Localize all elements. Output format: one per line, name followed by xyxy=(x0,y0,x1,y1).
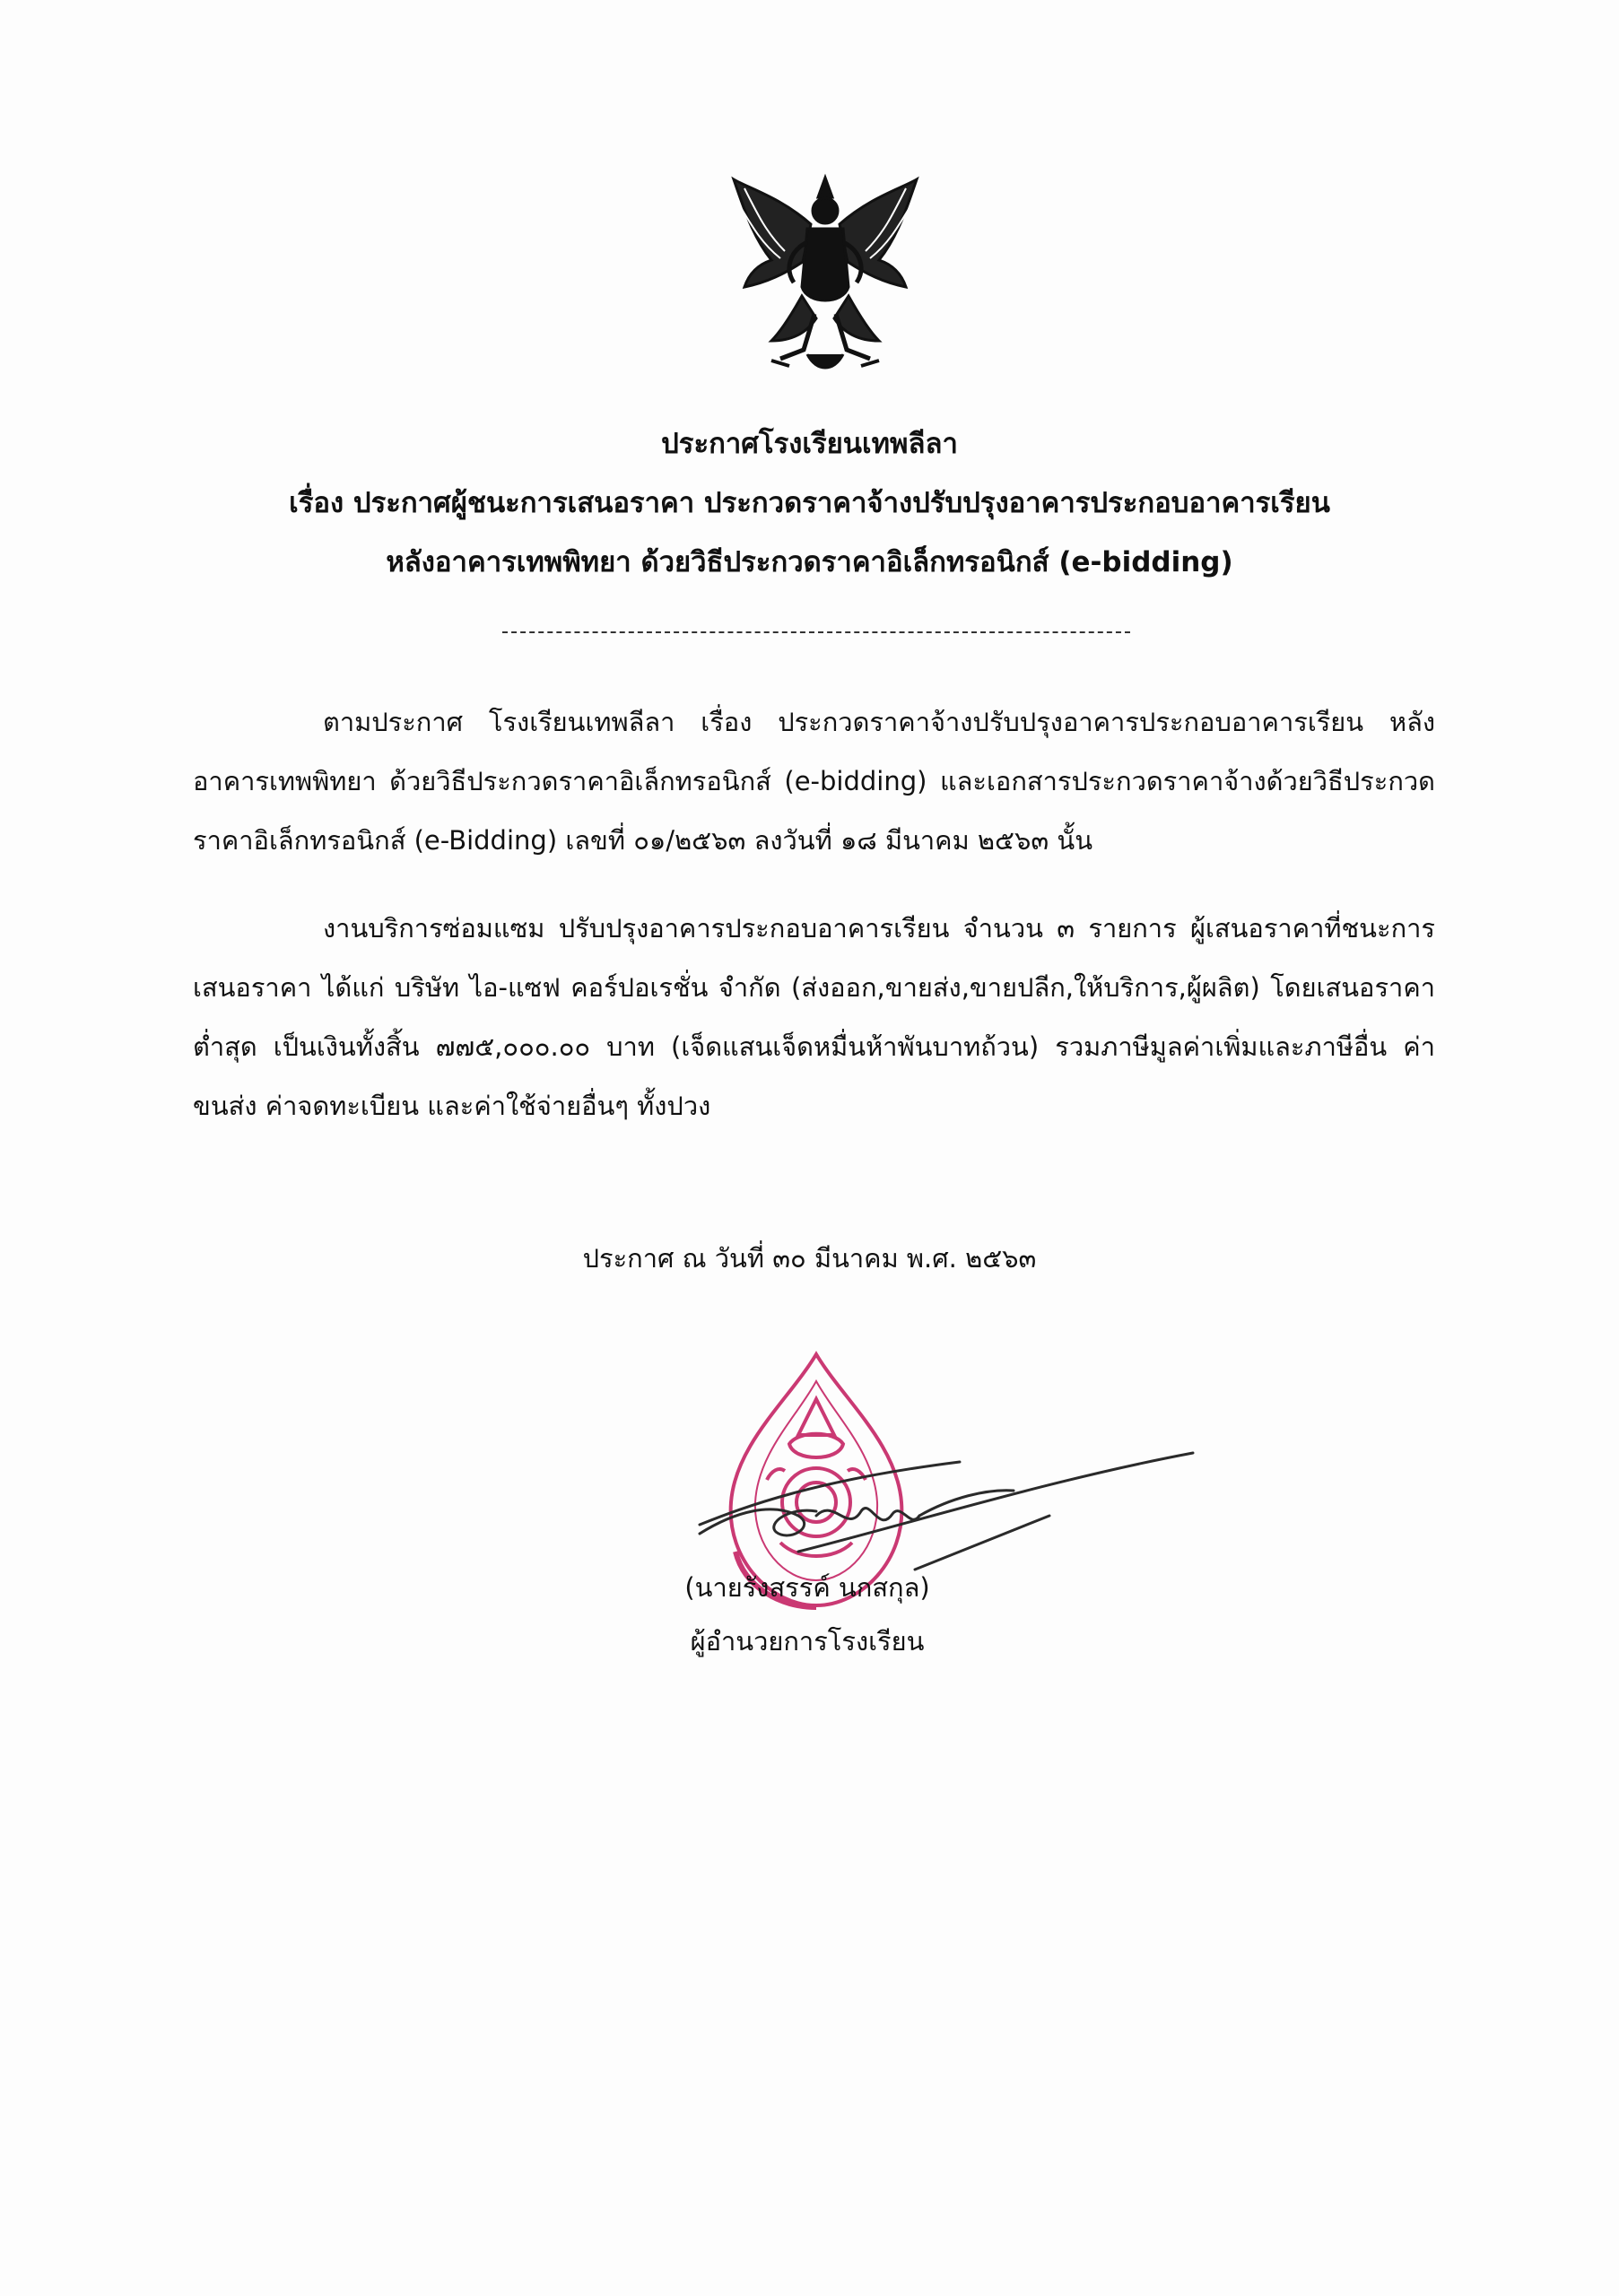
announcement-title: ประกาศโรงเรียนเทพลีลา xyxy=(661,428,958,460)
title-divider xyxy=(502,631,1130,633)
garuda-emblem-icon xyxy=(718,161,933,386)
announcement-date: ประกาศ ณ วันที่ ๓๐ มีนาคม พ.ศ. ๒๕๖๓ xyxy=(582,1243,1037,1274)
body-paragraph-1-text: ตามประกาศ โรงเรียนเทพลีลา เรื่อง ประกวดราคาจ้างปรับปรุงอาคารประกอบอาคารเรียน หลังอาคารเทพพิทยา ด้วยวิธีประกวดราคาอิเล็กทรอนิกส์ (e-bidding) และเอกสารประกวดราคาจ้างด้วยวิธีประกวดราคาอิเล็กทรอนิกส์ (e-Bidding) เลขที่ ๐๑/๒๕๖๓ ลงวันที่ ๑๘ มีนาคม ๒๕๖๓ นั้น xyxy=(193,707,1435,856)
announcement-subject-line-1: เรื่อง ประกาศผู้ชนะการเสนอราคา ประกวดราคาจ้างปรับปรุงอาคารประกอบอาคารเรียน xyxy=(289,487,1330,519)
signer-title: ผู้อำนวยการโรงเรียน xyxy=(690,1626,925,1657)
body-paragraph-2-text: งานบริการซ่อมแซม ปรับปรุงอาคารประกอบอาคารเรียน จำนวน ๓ รายการ ผู้เสนอราคาที่ชนะการเสนอราคา ได้แก่ บริษัท ไอ-แซฟ คอร์ปอเรชั่น จำกัด (ส่งออก,ขายส่ง,ขายปลีก,ให้บริการ,ผู้ผลิต) โดยเสนอราคาต่ำสุด เป็นเงินทั้งสิ้น ๗๗๕,๐๐๐.๐๐ บาท (เจ็ดแสนเจ็ดหมื่นห้าพันบาทถ้วน) รวมภาษีมูลค่าเพิ่มและภาษีอื่น ค่าขนส่ง ค่าจดทะเบียน และค่าใช้จ่ายอื่นๆ ทั้งปวง xyxy=(193,913,1435,1121)
body-paragraph-1 xyxy=(193,692,1435,870)
body-paragraph-2 xyxy=(193,899,1435,1135)
handwritten-signature xyxy=(691,1426,1202,1587)
announcement-subject-line-2: หลังอาคารเทพพิทยา ด้วยวิธีประกวดราคาอิเล็กทรอนิกส์ (e-bidding) xyxy=(386,546,1233,578)
signer-name: (นายรังสรรค์ นกสกุล) xyxy=(684,1572,930,1603)
